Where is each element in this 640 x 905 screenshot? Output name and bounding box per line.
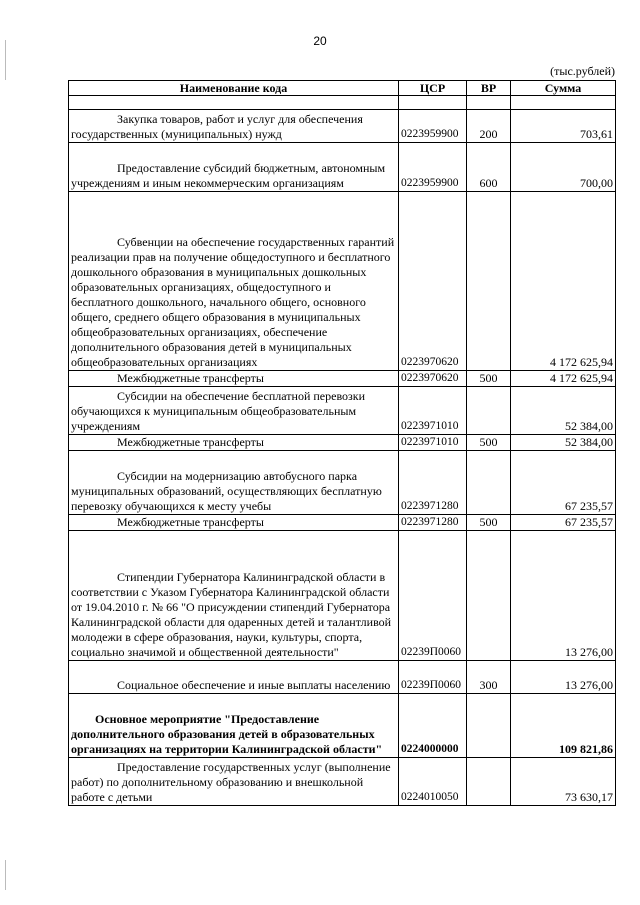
- row-name: [69, 110, 399, 143]
- row-name-rest: муниципальных образований, осуществляющих бесплатную перевозку обучающихся к месту учебы: [71, 484, 382, 513]
- row-name-lead: Закупка товаров, работ и услуг для обеспечения: [117, 112, 363, 126]
- row-vr: [467, 387, 511, 435]
- row-sum: 73 630,17: [511, 758, 616, 806]
- row-name: [69, 531, 399, 661]
- row-name: [69, 694, 399, 758]
- row-csr: 0223971010: [399, 387, 467, 435]
- row-name-rest: дополнительного образования детей в образовательных организациях на территории Калининградской области": [71, 727, 383, 756]
- row-sum: 67 235,57: [511, 515, 616, 531]
- row-name-rest: населению: [334, 678, 391, 692]
- row-csr: 0223970620: [399, 371, 467, 387]
- table-row: [69, 143, 616, 192]
- row-vr: [467, 694, 511, 758]
- page-number: 20: [313, 34, 327, 48]
- row-sum: 67 235,57: [511, 451, 616, 515]
- header-name: Наименование кода: [69, 81, 399, 96]
- table-row: [69, 531, 616, 661]
- row-name-lead: Основное мероприятие "Предоставление: [95, 712, 320, 726]
- budget-table: [68, 80, 616, 806]
- row-name-lead: Межбюджетные трансферты: [117, 371, 264, 385]
- scan-edge-mark: [5, 860, 6, 890]
- row-vr: 500: [467, 371, 511, 387]
- row-csr: 02239П0060: [399, 531, 467, 661]
- row-name-rest: автономным учреждениям и иным некоммерческим организациям: [71, 161, 386, 190]
- row-name-lead: Субсидии на модернизацию автобусного парка: [117, 469, 358, 483]
- row-sum: 52 384,00: [511, 435, 616, 451]
- row-name: [69, 661, 399, 694]
- row-vr: [467, 531, 511, 661]
- row-name-rest: обучающихся к муниципальным общеобразовательным учреждениям: [71, 404, 357, 433]
- row-name: [69, 758, 399, 806]
- row-name: [69, 143, 399, 192]
- row-name-lead: Предоставление субсидий бюджетным,: [117, 161, 319, 175]
- row-vr: [467, 758, 511, 806]
- table-row: [69, 451, 616, 515]
- row-name: [69, 192, 399, 371]
- row-sum: 109 821,86: [511, 694, 616, 758]
- header-vr: ВР: [467, 81, 511, 96]
- table-row: [69, 387, 616, 435]
- table-row: [69, 110, 616, 143]
- row-sum: 703,61: [511, 110, 616, 143]
- row-csr: 0224010050: [399, 758, 467, 806]
- row-sum: 52 384,00: [511, 387, 616, 435]
- row-vr: 200: [467, 110, 511, 143]
- row-csr: 0223971280: [399, 451, 467, 515]
- row-csr: 0223970620: [399, 192, 467, 371]
- row-name-rest: в соответствии с Указом Губернатора Калининградской области от 19.04.2010 г. № 66 "О присуждении стипендий Губернатора Калининградской области для одаренных детей и талантливой молодежи в сфере образования, науки, культуры, спорта, социально значимой и общественной деятельности": [71, 570, 392, 659]
- spacer-row: [69, 96, 616, 110]
- row-name-lead: Межбюджетные трансферты: [117, 515, 264, 529]
- row-csr: 0224000000: [399, 694, 467, 758]
- header-csr: ЦСР: [399, 81, 467, 96]
- table-row: [69, 371, 616, 387]
- row-name-lead: Межбюджетные трансферты: [117, 435, 264, 449]
- row-name-rest: государственных (муниципальных) нужд: [71, 127, 282, 141]
- row-csr: 02239П0060: [399, 661, 467, 694]
- row-csr: 0223959900: [399, 143, 467, 192]
- row-name: [69, 387, 399, 435]
- row-name: [69, 451, 399, 515]
- row-name: [69, 371, 399, 387]
- table-row: [69, 192, 616, 371]
- row-name-lead: Стипендии Губернатора Калининградской области: [117, 570, 377, 584]
- row-vr: [467, 192, 511, 371]
- row-name-rest: гарантий реализации прав на получение общедоступного и бесплатного дошкольного образования в муниципальных дошкольных образовательных организациях, общедоступного и бесплатного дошкольного, начального общего, основного общего, среднего общего образования в муниципальных общеобразовательных организациях, обеспечение дополнительного образования детей в муниципальных общеобразовательных организациях: [71, 235, 395, 369]
- row-vr: 600: [467, 143, 511, 192]
- row-name: [69, 435, 399, 451]
- row-name-lead: Субвенции на обеспечение государственных: [117, 235, 346, 249]
- row-name-lead: Социальное обеспечение и иные выплаты: [117, 678, 332, 692]
- row-sum: 13 276,00: [511, 531, 616, 661]
- row-name-rest: (выполнение работ) по дополнительному образованию и внешкольной работе с детьми: [71, 760, 391, 804]
- row-vr: [467, 451, 511, 515]
- table-row: [69, 661, 616, 694]
- row-name-lead: Субсидии на обеспечение бесплатной перевозки: [117, 389, 366, 403]
- table-row: [69, 435, 616, 451]
- table-row: [69, 515, 616, 531]
- row-vr: 500: [467, 435, 511, 451]
- row-name-lead: Предоставление государственных услуг: [117, 760, 322, 774]
- row-vr: 300: [467, 661, 511, 694]
- row-sum: 13 276,00: [511, 661, 616, 694]
- row-vr: 500: [467, 515, 511, 531]
- units-label: (тыс.рублей): [550, 64, 615, 78]
- row-name: [69, 515, 399, 531]
- header-sum: Сумма: [511, 81, 616, 96]
- row-sum: 700,00: [511, 143, 616, 192]
- table-row: [69, 758, 616, 806]
- row-csr: 0223959900: [399, 110, 467, 143]
- table-header-row: [69, 81, 616, 96]
- row-sum: 4 172 625,94: [511, 371, 616, 387]
- table-row: [69, 694, 616, 758]
- row-csr: 0223971280: [399, 515, 467, 531]
- row-sum: 4 172 625,94: [511, 192, 616, 371]
- row-csr: 0223971010: [399, 435, 467, 451]
